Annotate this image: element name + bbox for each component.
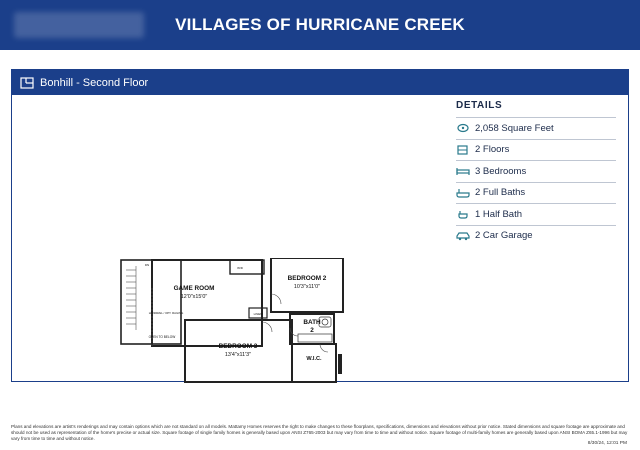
game-room-label: GAME ROOM bbox=[173, 285, 215, 292]
community-title: VILLAGES OF HURRICANE CREEK bbox=[175, 15, 465, 34]
bed-icon bbox=[456, 166, 470, 176]
wd-label: W/D bbox=[237, 266, 243, 270]
legal-disclaimer: Plans and elevations are artist's renderings and may contain options which are not standard on all models. Mattamy Homes reserves the right to make changes to these floorplans, specifications, dimensions and elevations without prior notice. Stated dimensions and square footage are approximate and should not be used as representation of the home's precise or actual size. Square footage of single family homes is generally based upon ANSI Z765-2003 but may vary from time to time and without notice. Square footage of multi-family homes are generally based upon ANSI BOMA Z65.1-1996 but may vary from time to time and without notice. bbox=[11, 424, 628, 441]
detail-square-feet: 2,058 Square Feet bbox=[456, 117, 616, 139]
details-panel bbox=[456, 100, 616, 246]
details-heading: DETAILS bbox=[456, 100, 503, 111]
detail-half-bath: 1 Half Bath bbox=[456, 203, 616, 225]
linen-label: LINEN bbox=[253, 312, 263, 316]
open-to-below-label: OPEN TO BELOW bbox=[148, 335, 176, 339]
square-feet-icon bbox=[456, 123, 470, 133]
top-banner bbox=[0, 0, 640, 50]
floorplan-header bbox=[12, 70, 628, 95]
detail-garage: 2 Car Garage bbox=[456, 225, 616, 247]
railing-label: HANDRAIL / OPT. RAILING bbox=[148, 311, 184, 315]
bath2-number: 2 bbox=[310, 327, 314, 334]
bath-icon bbox=[456, 188, 470, 198]
bedroom2-dimensions: 10'3"x11'0" bbox=[293, 284, 321, 290]
floors-icon bbox=[456, 145, 470, 155]
bedroom3-label: BEDROOM 3 bbox=[218, 343, 258, 350]
bedroom3-dimensions: 13'4"x11'3" bbox=[224, 352, 252, 358]
floorplan-card bbox=[11, 69, 629, 382]
detail-full-baths: 2 Full Baths bbox=[456, 182, 616, 204]
game-room-dimensions: 12'0"x15'0" bbox=[180, 294, 208, 300]
car-icon bbox=[456, 231, 470, 241]
print-timestamp: 8/30/24, 12:01 PM bbox=[587, 441, 627, 446]
bath2-label: BATH bbox=[303, 319, 321, 326]
half-bath-icon bbox=[456, 209, 470, 219]
wic-label: W.I.C. bbox=[306, 356, 322, 362]
detail-bedrooms: 3 Bedrooms bbox=[456, 160, 616, 182]
bedroom2-label: BEDROOM 2 bbox=[287, 275, 327, 282]
floorplan-icon bbox=[20, 77, 34, 89]
floorplan-title: Bonhill - Second Floor bbox=[40, 76, 149, 89]
dn-label: DN bbox=[144, 263, 150, 267]
detail-floors: 2 Floors bbox=[456, 139, 616, 161]
floorplan-drawing bbox=[112, 258, 352, 384]
